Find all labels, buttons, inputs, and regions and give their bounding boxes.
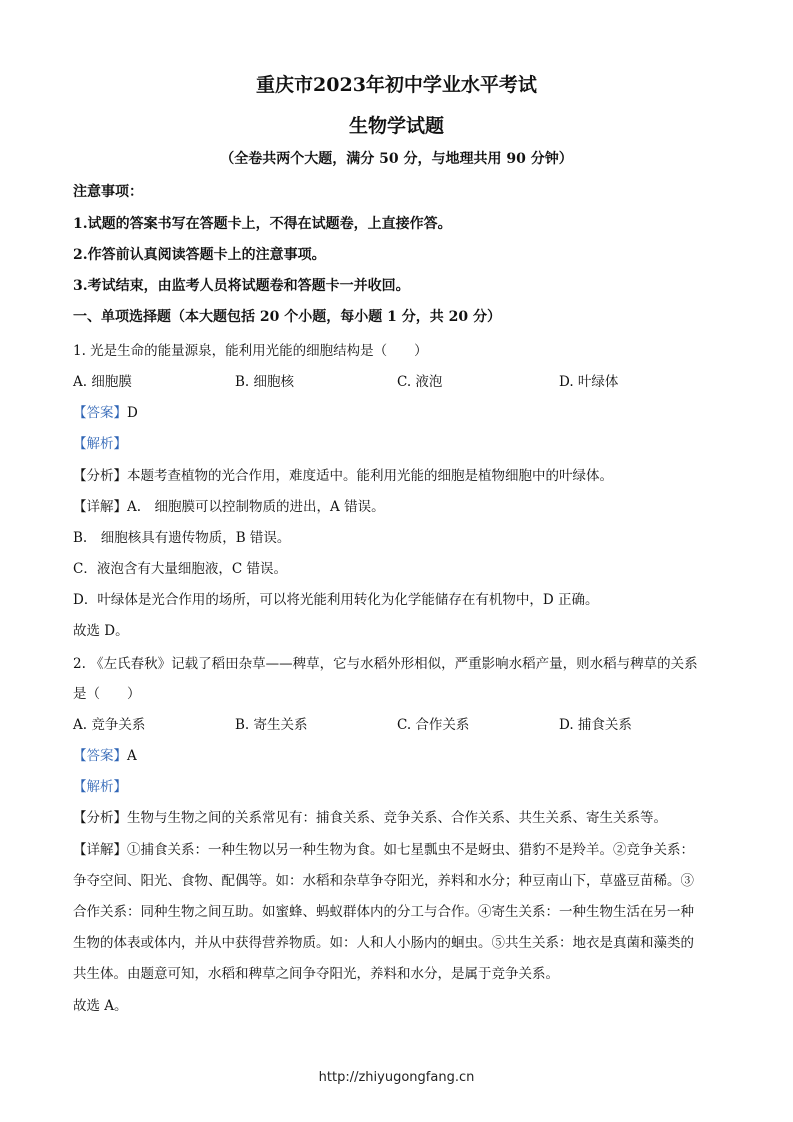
q2-xiangjie-tag: 【详解】 (73, 842, 127, 858)
q1-fenxi (73, 464, 613, 484)
q1-conclusion: 故选 D。 (73, 623, 129, 639)
q1-option-d: D. 叶绿体 (559, 374, 619, 390)
q2-line-3: 生物的体表或体内，并从中获得营养物质。如：人和人小肠内的蛔虫。⑤共生关系：地衣是真菌和藻类的 (73, 935, 694, 951)
q2-line-4: 共生体。由题意可知，水稻和稗草之间争夺阳光，养料和水分，是属于竞争关系。 (73, 966, 559, 982)
exam-subtitle: 生物学试题 (348, 115, 444, 137)
q2-conclusion: 故选 A。 (73, 998, 128, 1014)
q1-answer (73, 401, 138, 421)
q2-fenxi (73, 806, 667, 826)
q2-fenxi-text: 生物与生物之间的关系常见有：捕食关系、竞争关系、合作关系、共生关系、寄生关系等。 (127, 810, 667, 826)
q1-answer-tag: 【答案】 (73, 405, 127, 421)
section-heading: 一、单项选择题（本大题包括 20 个小题，每小题 1 分，共 20 分） (73, 309, 501, 325)
q1-option-a: A. 细胞膜 (73, 374, 132, 390)
q1-line-b: B. 细胞核具有遗传物质，B 错误。 (73, 530, 291, 546)
q2-fenxi-tag: 【分析】 (73, 810, 127, 826)
q2-line-1: 争夺空间、阳光、食物、配偶等。如：水稻和杂草争夺阳光，养料和水分；种豆南山下，草盛豆苗稀。③ (73, 873, 694, 889)
q2-stem-line-1: 2. 《左氏春秋》记载了稻田杂草——稗草，它与水稻外形相似，严重影响水稻产量，则水稻与稗草的关系 (73, 656, 698, 672)
q2-option-a: A. 竞争关系 (73, 717, 146, 733)
q1-line-d: D．叶绿体是光合作用的场所，可以将光能利用转化为化学能储存在有机物中，D 正确。 (73, 592, 599, 608)
q1-xiangjie (73, 495, 385, 515)
q2-option-d: D. 捕食关系 (559, 717, 632, 733)
q2-option-c: C. 合作关系 (397, 717, 470, 733)
q1-fenxi-text: 本题考查植物的光合作用，难度适中。能利用光能的细胞是植物细胞中的叶绿体。 (127, 468, 613, 484)
q1-fenxi-tag: 【分析】 (73, 468, 127, 484)
q2-line-2: 合作关系：同种生物之间互助。如蜜蜂、蚂蚁群体内的分工与合作。④寄生关系：一种生物生活在另一种 (73, 904, 694, 920)
notice-heading: 注意事项： (73, 184, 143, 200)
notice-item-1: 1.试题的答案书写在答题卡上，不得在试题卷，上直接作答。 (73, 216, 452, 232)
q1-answer-value: D (127, 405, 138, 421)
notice-item-2: 2.作答前认真阅读答题卡上的注意事项。 (73, 247, 326, 263)
q1-option-b: B. 细胞核 (235, 374, 295, 390)
q2-stem-line-2: 是（ ） (73, 686, 141, 702)
q1-option-c: C. 液泡 (397, 374, 443, 390)
q2-answer-value: A (127, 748, 137, 764)
q2-option-b: B. 寄生关系 (235, 717, 308, 733)
q1-xiangjie-text: A. 细胞膜可以控制物质的进出，A 错误。 (127, 499, 385, 515)
q2-xiangjie (73, 838, 694, 858)
q1-stem: 1. 光是生命的能量源泉，能利用光能的细胞结构是（ ） (73, 343, 428, 359)
footer-url[interactable]: http://zhiyugongfang.cn (318, 1070, 475, 1085)
q2-analysis-tag: 【解析】 (73, 779, 127, 795)
q2-answer (73, 744, 137, 764)
q2-xiangjie-text: ①捕食关系：一种生物以另一种生物为食。如七星瓢虫不是蚜虫、猎豹不是羚羊。②竞争关系： (127, 842, 694, 858)
q1-line-c: C．液泡含有大量细胞液，C 错误。 (73, 561, 287, 577)
q1-xiangjie-tag: 【详解】 (73, 499, 127, 515)
notice-item-3: 3.考试结束，由监考人员将试题卷和答题卡一并收回。 (73, 278, 410, 294)
q1-analysis-tag: 【解析】 (73, 436, 127, 452)
q2-answer-tag: 【答案】 (73, 748, 127, 764)
exam-title: 重庆市2023年初中学业水平考试 (256, 74, 537, 96)
exam-note: （全卷共两个大题，满分 50 分，与地理共用 90 分钟） (220, 151, 573, 167)
